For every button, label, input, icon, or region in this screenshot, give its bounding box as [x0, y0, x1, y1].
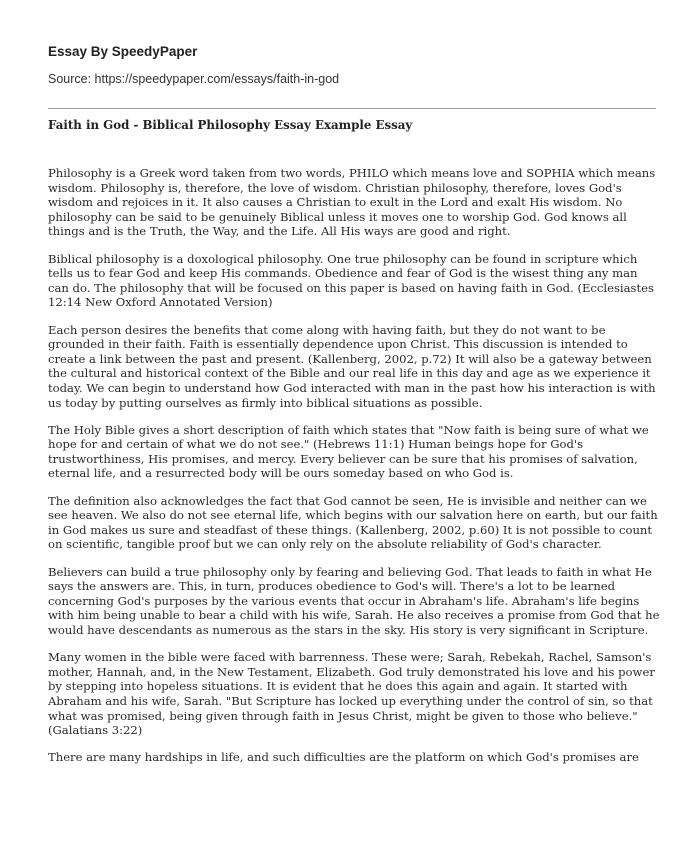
paragraph: Philosophy is a Greek word taken from two words, PHILO which means love and SOPHIA which means wisdom. Philosophy is, therefore, the love of wisdom. Christian philosophy, therefore, loves God's wisdom and rejoices in it. It also causes a Christian to exult in the Lord and exalt His wisdom. No philosophy can be said to be genuinely Biblical unless it moves one to worship God. God knows all things and is the Truth, the Way, and the Life. All His ways are good and right.	[48, 166, 656, 239]
essay-source-url: Source: https://speedypaper.com/essays/faith-in-god	[48, 72, 340, 86]
essay-brand: Essay By SpeedyPaper	[48, 44, 198, 59]
essay-body	[48, 166, 660, 778]
header-divider	[48, 108, 656, 109]
paragraph: The Holy Bible gives a short description of faith which states that "Now faith is being sure of what we hope for and certain of what we do not see." (Hebrews 11:1) Human beings hope for God's trustworthiness, His promises, and mercy. Every believer can be sure that his promises of salvation, eternal life, and a resurrected body will be ours someday based on who God is.	[48, 422, 649, 481]
paragraph: There are many hardships in life, and such difficulties are the platform on which God's promises are	[48, 750, 639, 765]
paragraph: Believers can build a true philosophy only by fearing and believing God. That leads to faith in what He says the answers are. This, in turn, produces obedience to God's will. There's a lot to be learned concerning God's purposes by the various events that occur in Abraham's life. Abraham's life begins with him being unable to bear a child with his wife, Sarah. He also receives a promise from God that he would have descendants as numerous as the stars in the sky. His story is very significant in Scripture.	[48, 564, 660, 637]
paragraph: Each person desires the benefits that come along with having faith, but they do not want to be grounded in their faith. Faith is essentially dependence upon Christ. This discussion is intended to create a link between the past and present. (Kallenberg, 2002, p.72) It will also be a gateway between the cultural and historical context of the Bible and our real life in this day and age as we experience it today. We can begin to understand how God interacted with man in the past how his interaction is with us today by putting ourselves as firmly into biblical situations as possible.	[48, 322, 656, 410]
essay-title: Faith in God - Biblical Philosophy Essay Example Essay	[48, 118, 413, 132]
paragraph: Many women in the bible were faced with barrenness. These were; Sarah, Rebekah, Rachel, Samson's mother, Hannah, and, in the New Testament, Elizabeth. God truly demonstrated his love and his power by stepping into hopeless situations. It is evident that he does this again and again. It started with Abraham and his wife, Sarah. "But Scripture has locked up everything under the control of sin, so that what was promised, being given through faith in Jesus Christ, might be given to those who believe." (Galatians 3:22)	[48, 650, 655, 738]
paragraph: Biblical philosophy is a doxological philosophy. One true philosophy can be found in scripture which tells us to fear God and keep His commands. Obedience and fear of God is the wisest thing any man can do. The philosophy that will be focused on this paper is based on having faith in God. (Ecclesiastes 12:14 New Oxford Annotated Version)	[48, 251, 654, 310]
paragraph: The definition also acknowledges the fact that God cannot be seen, He is invisible and neither can we see heaven. We also do not see eternal life, which begins with our salvation here on earth, but our faith in God makes us sure and steadfast of these things. (Kallenberg, 2002, p.60) It is not possible to count on scientific, tangible proof but we can only rely on the absolute reliability of God's character.	[48, 493, 658, 552]
